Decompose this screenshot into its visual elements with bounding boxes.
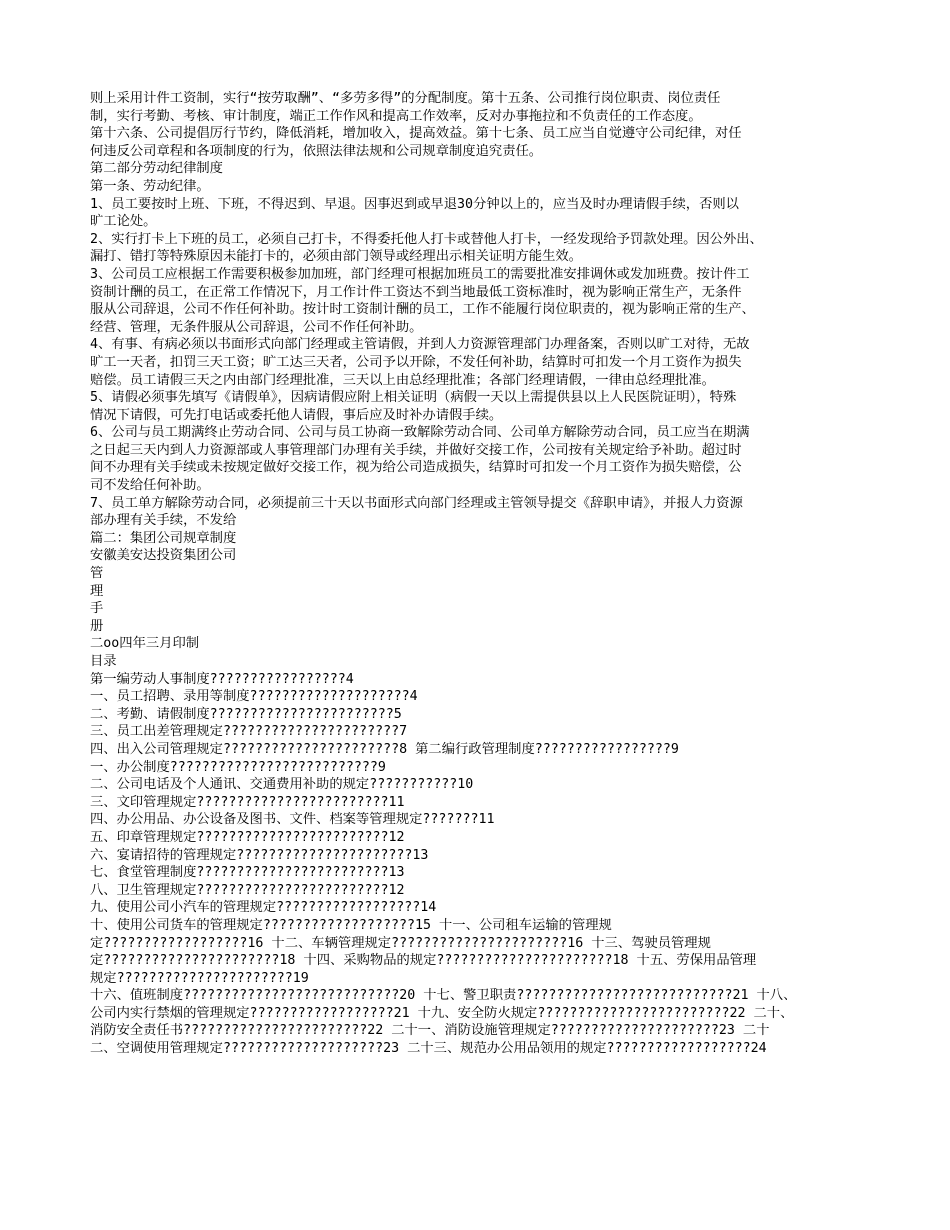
text-line: 漏打、错打等特殊原因未能打卡的，必须由部门领导或经理出示相关证明方能生效。 — [90, 249, 582, 265]
text-line: 3、公司员工应根据工作需要积极参加加班，部门经理可根据加班员工的需要批准安排调休或发加班费。按计件工 — [90, 266, 750, 282]
text-line: 7、员工单方解除劳动合同，必须提前三十天以书面形式向部门经理或主管领导提交《辞职申请》，并报人力资源 — [90, 495, 743, 511]
text-line: 旷工一天者，扣罚三天工资；旷工达三天者，公司予以开除，不发任何补助，结算时可扣发一个月工资作为损失 — [90, 354, 742, 370]
text-line: 规定??????????????????????19 — [90, 970, 309, 986]
text-line: 之日起三天内到人力资源部或人事管理部门办理有关手续，并做好交接工作，公司按有关规定给予补助。超过时 — [90, 442, 742, 458]
text-line: 赔偿。员工请假三天之内由部门经理批准，三天以上由总经理批准；各部门经理请假，一律由总经理批准。 — [90, 372, 715, 388]
text-line: 部办理有关手续，不发给 — [90, 513, 237, 529]
document-body — [90, 90, 860, 1058]
text-line: 一、员工招聘、录用等制度????????????????????4 — [90, 689, 418, 705]
text-line: 四、出入公司管理规定??????????????????????8 第二编行政管理制度?????????????????9 — [90, 741, 679, 757]
text-line: 何违反公司章程和各项制度的行为，依照法律法规和公司规章制度追究责任。 — [90, 143, 543, 159]
text-line: 5、请假必须事先填写《请假单》，因病请假应附上相关证明（病假一天以上需提供县以上人民医院证明），特殊 — [90, 390, 737, 406]
text-line: 情况下请假，可先打电话或委托他人请假，事后应及时补办请假手续。 — [90, 407, 503, 423]
text-line: 公司内实行禁烟的管理规定??????????????????21 十九、安全防火规定????????????????????????22 二十、 — [90, 1005, 794, 1021]
text-line: 手 — [90, 601, 104, 617]
text-line: 经营、管理，无条件服从公司辞退，公司不作任何补助。 — [90, 319, 423, 335]
text-line: 二、考勤、请假制度???????????????????????5 — [90, 706, 402, 722]
text-line: 三、员工出差管理规定??????????????????????7 — [90, 724, 408, 740]
text-line: 十、使用公司货车的管理规定???????????????????15 十一、公司租车运输的管理规 — [90, 917, 612, 933]
text-line: 间不办理有关手续或未按规定做好交接工作，视为给公司造成损失，结算时可扣发一个月工资作为损失赔偿，公 — [90, 460, 742, 476]
text-line: 资制计酬的员工，在正常工作情况下，月工作计件工资达不到当地最低工资标准时，视为影响正常生产，无条件 — [90, 284, 742, 300]
text-line: 服从公司辞退，公司不作任何补助。按计时工资制计酬的员工，工作不能履行岗位职责的，视为影响正常的生产、 — [90, 302, 755, 318]
text-line: 管 — [90, 566, 104, 582]
text-line: 6、公司与员工期满终止劳动合同、公司与员工协商一致解除劳动合同、公司单方解除劳动合同，员工应当在期满 — [90, 425, 750, 441]
text-line: 六、宴请招待的管理规定??????????????????????13 — [90, 847, 429, 863]
text-line: 第一编劳动人事制度?????????????????4 — [90, 671, 354, 687]
text-line: 司不发给任何补助。 — [90, 478, 210, 494]
text-line: 一、办公制度??????????????????????????9 — [90, 759, 386, 775]
text-line: 四、办公用品、办公设备及图书、文件、档案等管理规定???????11 — [90, 812, 495, 828]
text-line: 制，实行考勤、考核、审计制度，端正工作作风和提高工作效率，反对办事拖拉和不负责任的工作态度。 — [90, 108, 702, 124]
text-line: 定??????????????????16 十二、车辆管理规定??????????????????????16 十三、驾驶员管理规 — [90, 935, 711, 951]
text-line: 二、空调使用管理规定????????????????????23 二十三、规范办公用品领用的规定??????????????????24 — [90, 1041, 767, 1057]
text-line: 册 — [90, 618, 104, 634]
text-line: 三、文印管理规定????????????????????????11 — [90, 794, 405, 810]
text-line: 1、员工要按时上班、下班，不得迟到、早退。因事迟到或早退30分钟以上的，应当及时办理请假手续，否则以 — [90, 196, 739, 212]
text-line: 八、卫生管理规定????????????????????????12 — [90, 882, 405, 898]
text-line: 二oo四年三月印制 — [90, 636, 200, 652]
text-line: 消防安全责任书???????????????????????22 二十一、消防设施管理规定?????????????????????23 二十 — [90, 1023, 770, 1039]
text-line: 第一条、劳动纪律。 — [90, 178, 210, 194]
text-line: 安徽美安达投资集团公司 — [90, 548, 237, 564]
text-line: 则上采用计件工资制，实行“按劳取酬”、“多劳多得”的分配制度。第十五条、公司推行岗位职责、岗位责任 — [90, 91, 721, 106]
text-line: 4、有事、有病必须以书面形式向部门经理或主管请假，并到人力资源管理部门办理备案，否则以旷工对待，无故 — [90, 337, 750, 353]
text-line: 九、使用公司小汽车的管理规定??????????????????14 — [90, 900, 437, 916]
text-line: 七、食堂管理制度????????????????????????13 — [90, 865, 405, 881]
text-line: 第二部分劳动纪律制度 — [90, 161, 223, 177]
text-line: 篇二：集团公司规章制度 — [90, 530, 237, 546]
text-line: 二、公司电话及个人通讯、交通费用补助的规定???????????10 — [90, 777, 474, 793]
text-line: 理 — [90, 583, 104, 599]
text-line: 第十六条、公司提倡厉行节约，降低消耗，增加收入，提高效益。第十七条、员工应当自觉遵守公司纪律，对任 — [90, 126, 742, 142]
text-line: 十六、值班制度???????????????????????????20 十七、警卫职责???????????????????????????21 十八、 — [90, 988, 797, 1004]
text-line: 2、实行打卡上下班的员工，必须自己打卡，不得委托他人打卡或替他人打卡，一经发现给予罚款处理。因公外出、 — [90, 231, 763, 247]
text-line: 定??????????????????????18 十四、采购物品的规定??????????????????????18 十五、劳保用品管理 — [90, 953, 757, 969]
text-line: 五、印章管理规定????????????????????????12 — [90, 829, 405, 845]
text-line: 旷工论处。 — [90, 214, 157, 230]
text-line: 目录 — [90, 654, 117, 669]
